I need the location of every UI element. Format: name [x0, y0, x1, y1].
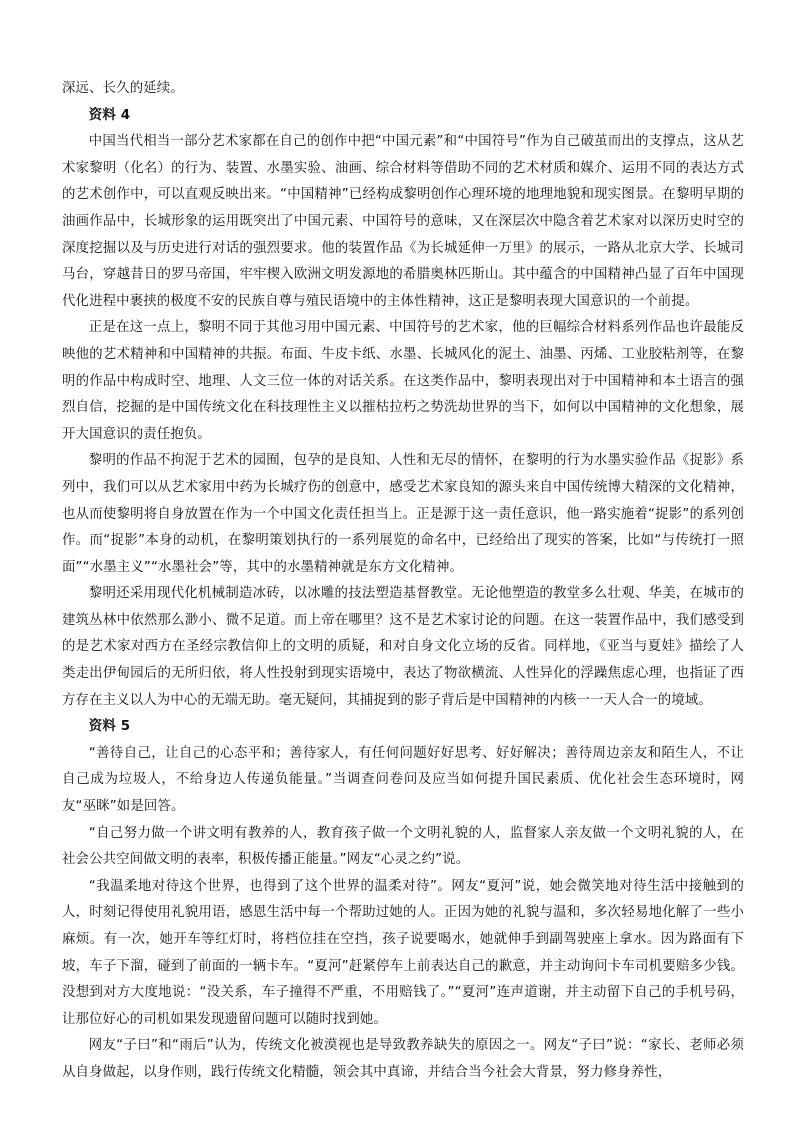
paragraph: “善待自己，让自己的心态平和；善待家人，有任何问题好好思考、好好解决；善待周边亲友和陌生人，不让自己成为垃圾人，不给身边人传递负能量。”当调查问卷问及应当如何提升国民素质、优化社会生态环境时，网友“巫眯”如是回答。: [62, 745, 744, 815]
section-heading-5: 资料 5: [88, 719, 131, 735]
section-heading-4: 资料 4: [88, 107, 131, 123]
paragraph: 正是在这一点上，黎明不同于其他习用中国元素、中国符号的艺术家，他的巨幅综合材料系列作品也许最能反映他的艺术精神和中国精神的共振。布面、牛皮卡纸、水墨、长城风化的泥土、油墨、丙烯、工业胶粘剂等，在黎明的作品中构成时空、地理、人文三位一体的对话关系。在这类作品中，黎明表现出对于中国精神和本土语言的强烈自信，挖掘的是中国传统文化在科技理性主义以摧枯拉朽之势洗劫世界的当下，如何以中国精神的文化想象，展开大国意识的责任抱负。: [62, 320, 744, 442]
paragraph: 黎明的作品不拘泥于艺术的园囿，包孕的是良知、人性和无尽的情怀，在黎明的行为水墨实验作品《捉影》系列中，我们可以从艺术家用中药为长城疗伤的创意中，感受艺术家良知的源头来自中国传统博大精深的文化精神，也从而使黎明将自身放置在作为一个中国文化责任担当上。正是源于这一责任意识，他一路实施着“捉影”的系列创作。而“捉影”本身的动机，在黎明策划执行的一系列展览的命名中，已经给出了现实的答案，比如“与传统打一照面”“水墨主义”“水墨社会”等，其中的水墨精神就是东方文化精神。: [62, 453, 744, 575]
paragraph: 黎明还采用现代化机械制造冰砖，以冰雕的技法塑造基督教堂。无论他塑造的教堂多么壮观、华美，在城市的建筑丛林中依然那么渺小、微不足道。而上帝在哪里？这不是艺术家讨论的问题。在这一装置作品中，我们感受到的是艺术家对西方在圣经宗教信仰上的文明的质疑，和对自身文化立场的反省。同样地，《亚当与夏娃》描绘了人类走出伊甸园后的无所归依，将人性投射到现实语境中，表达了物欲横流、人性异化的浮躁焦虑心理，也指证了西方存在主义以人为中心的无端无助。毫无疑问，其捕捉到的影子背后是中国精神的内核一一天人合一的境域。: [62, 586, 744, 708]
paragraph: 中国当代相当一部分艺术家都在自己的创作中把“中国元素”和“中国符号”作为自己破茧而出的支撑点，这从艺术家黎明（化名）的行为、装置、水墨实验、油画、综合材料等借助不同的艺术材质和媒介、运用不同的表达方式的艺术创作中，可以直观反映出来。“中国精神”已经构成黎明创作心理环境的地理地貌和现实图景。在黎明早期的油画作品中，长城形象的运用既突出了中国元素、中国符号的意味，又在深层次中隐含着艺术家对以深历史时空的深度挖掘以及与历史进行对话的强烈要求。他的装置作品《为长城延伸一万里》的展示，一路从北京大学、长城司马台，穿越昔日的罗马帝国，牢牢楔入欧洲文明发源地的希腊奥林匹斯山。其中蕴含的中国精神凸显了百年中国现代化进程中裹挟的极度不安的民族自尊与殖民语境中的主体性精神，这正是黎明表现大国意识的一个前提。: [62, 134, 744, 309]
continuation-line: 深远、长久的延续。: [62, 81, 184, 96]
paragraph: 网友“子曰”和“雨后”认为，传统文化被漠视也是导致教养缺失的原因之一。网友“子曰”说：“家长、老师必须从自身做起，以身作则，践行传统文化精髓，领会其中真谛，并结合当今社会大背景，努力修身养性，: [62, 1038, 744, 1080]
paragraph: “我温柔地对待这个世界，也得到了这个世界的温柔对待”。网友“夏河”说，她会微笑地对待生活中接触到的人，时刻记得使用礼貌用语，感恩生活中每一个帮助过她的人。正因为她的礼貌与温和，多次轻易地化解了一些小麻烦。有一次，她开车等红灯时，将档位挂在空挡，孩子说要喝水，她就伸手到副驾驶座上拿水。因为路面有下坡，车子下溜，碰到了前面的一辆卡车。“夏河”赶紧停车上前表达自己的歉意，并主动询问卡车司机要赔多少钱。没想到对方大度地说：“没关系，车子撞得不严重，不用赔钱了。”“夏河”连声道谢，并主动留下自己的手机号码，让那位好心的司机如果发现遗留问题可以随时找到她。: [62, 878, 744, 1027]
document-page: [62, 76, 744, 1087]
paragraph: “自己努力做一个讲文明有教养的人，教育孩子做一个文明礼貌的人，监督家人亲友做一个文明礼貌的人，在社会公共空间做文明的表率，积极传播正能量。”网友“心灵之约”说。: [62, 825, 744, 868]
